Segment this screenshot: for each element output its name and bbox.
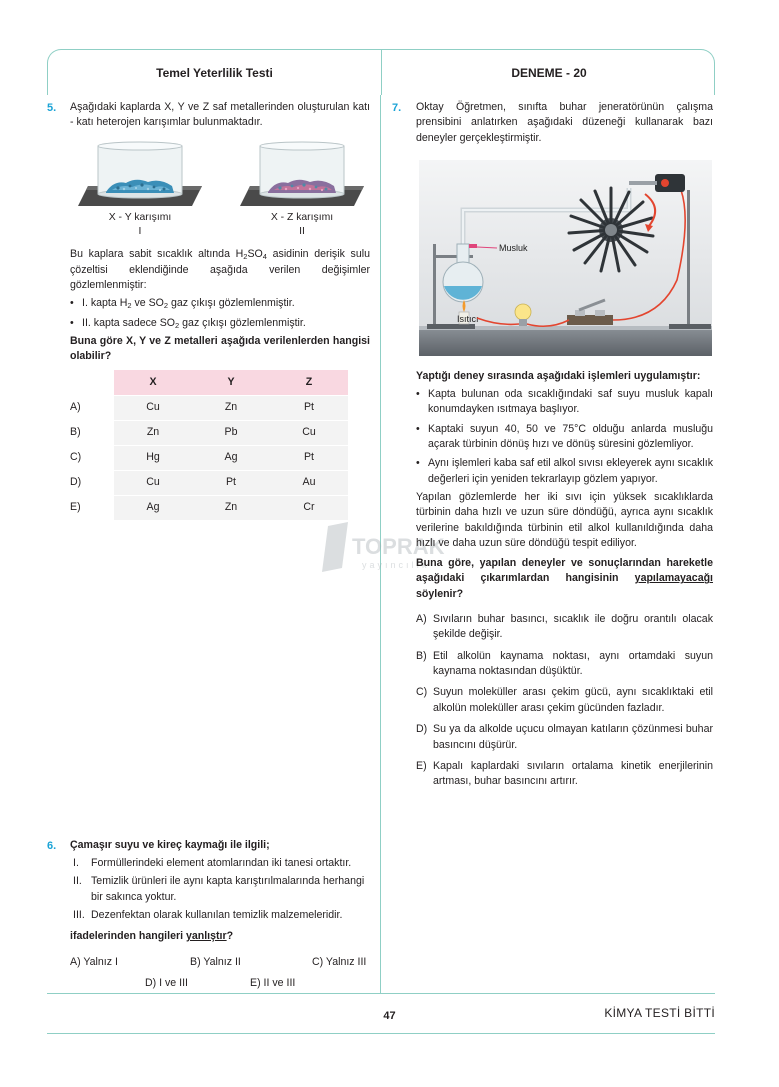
- question-5-answer-table: [70, 370, 348, 521]
- cell-x: Ag: [114, 495, 192, 520]
- option-text: Etil alkolün kaynama noktası, aynı ortamdaki suyun kaynama noktasından düşüktür.: [433, 649, 713, 678]
- cell-y: Pt: [192, 470, 270, 495]
- section-end-text: KİMYA TESTİ BİTTİ: [604, 1006, 715, 1020]
- prompt-end: söylenir?: [416, 587, 464, 600]
- content-bottom-rule: [47, 993, 715, 994]
- option-c[interactable]: [416, 685, 713, 716]
- question-5-prompt: Buna göre X, Y ve Z metalleri aşağıda verilenlerden hangisi olabilir?: [70, 335, 370, 363]
- question-7-options: [416, 612, 713, 796]
- cell-z: Pt: [270, 395, 348, 420]
- obs1-sub1: 2: [127, 301, 132, 310]
- condition-sub-1: 2: [243, 252, 248, 261]
- statement-text: Dezenfektan olarak kullanılan temizlik malzemeleridir.: [91, 909, 343, 922]
- condition-sub-2: 4: [262, 252, 267, 261]
- beaker-xy-label: [70, 211, 210, 239]
- option-label[interactable]: A): [70, 395, 114, 420]
- question-5-condition: [70, 247, 370, 294]
- option-text: Kapalı kaplardaki sıvıların ortalama kinetik enerjilerinin artması, buhar basıncını artırır.: [433, 759, 713, 788]
- obs1-c: gaz çıkışı gözlemlenmiştir.: [168, 297, 295, 309]
- prompt-text: Buna göre, yapılan deneyler ve sonuçlarından hareketle aşağıdaki çıkarımlardan hangisinin: [416, 557, 713, 585]
- question-7-prompt: [416, 556, 713, 602]
- beaker-xy-name: X - Y karışımı: [108, 212, 172, 223]
- question-7-process-title: Yaptığı deney sırasında aşağıdaki işlemleri uygulamıştır:: [416, 370, 701, 382]
- table-header-y: Y: [192, 370, 270, 395]
- obs1-sub2: 2: [163, 301, 169, 310]
- table-row[interactable]: [70, 445, 348, 470]
- question-6-stem: Çamaşır suyu ve kireç kaymağı ile ilgili;: [70, 839, 270, 851]
- question-7-intro: Oktay Öğretmen, sınıfta buhar jeneratörünün çalışma prensibini anlatırken aşağıdaki düzeneği kullanarak bazı deneyler gerçekleştirmiştir.: [416, 101, 713, 144]
- watermark-sub: yayıncılık: [362, 560, 430, 570]
- cell-z: Au: [270, 470, 348, 495]
- prompt-text: ifadelerinden hangileri: [70, 930, 186, 942]
- option-label[interactable]: C): [70, 445, 114, 470]
- cell-z: Cu: [270, 420, 348, 445]
- cell-z: Cr: [270, 495, 348, 520]
- beaker-xy-illustration: [70, 140, 210, 213]
- option-letter: C): [416, 686, 428, 699]
- label-musluk: Musluk: [499, 243, 528, 253]
- obs1-a: I. kapta H: [82, 297, 128, 309]
- cell-x: Cu: [114, 470, 192, 495]
- statement-numeral: II.: [73, 875, 82, 888]
- option-e[interactable]: [416, 759, 713, 790]
- option-letter: A): [416, 613, 427, 625]
- statement-text: Formüllerindeki element atomlarından iki tanesi ortaktır.: [91, 857, 352, 869]
- option-b[interactable]: B) Yalnız II: [190, 956, 241, 968]
- option-letter: B): [416, 649, 427, 662]
- option-a[interactable]: [416, 612, 713, 643]
- cell-y: Ag: [192, 445, 270, 470]
- process-step: • Kapta bulunan oda sıcaklığındaki saf suyu musluk kapalı konumdayken ısıtmaya başlıyor.: [416, 387, 713, 418]
- question-6-statements: [73, 856, 371, 926]
- cell-y: Pb: [192, 420, 270, 445]
- statement-text: Temizlik ürünleri ile aynı kapta karıştırılmalarında herhangi bir sakınca yoktur.: [91, 875, 365, 903]
- obs2-sub: 2: [175, 320, 180, 330]
- question-7-observation: Yapılan gözlemlerde her iki sıvı için yüksek sıcaklıklarda türbinin daha hızlı ve uzun süre döndüğü, ayrıca aynı sıcaklık verilerine bakıldığında türbinin etil alkol kullanıldığında daha hızlı ve daha uzun süre döndüğü tespit ediliyor.: [416, 491, 713, 550]
- option-label[interactable]: B): [70, 420, 114, 445]
- test-title: Temel Yeterlilik Testi: [156, 66, 273, 80]
- statement-numeral: III.: [73, 909, 85, 922]
- cell-y: Zn: [192, 395, 270, 420]
- watermark-brand: TOPRAK: [352, 534, 445, 559]
- question-6-number: 6.: [47, 840, 57, 852]
- beaker-xz-illustration: [232, 140, 372, 213]
- question-5-observations: [70, 296, 370, 336]
- cell-x: Zn: [114, 420, 192, 445]
- option-text: Sıvıların buhar basıncı, sıcaklık ile doğru orantılı olacak şekilde değişir.: [433, 613, 713, 641]
- cell-x: Hg: [114, 445, 192, 470]
- footer-rule: [47, 1033, 715, 1034]
- question-5-intro: Aşağıdaki kaplarda X, Y ve Z saf metallerinden oluşturulan katı - katı heterojen karışımlar bulunmaktadır.: [70, 101, 370, 129]
- process-step: • Aynı işlemleri kaba saf etil alkol sıvısı ekleyerek aynı sıcaklık değerleri için yeniden tekrarlayıp gözlem yapıyor.: [416, 456, 713, 487]
- condition-text-3: asidinin derişik sulu çözeltisi eklendiğinde aşağıda verilen değişimler gözlemlenmiştir:: [70, 248, 370, 292]
- label-isitici: Isıtıcı: [457, 314, 479, 324]
- obs2-a: II. kapta sadece SO: [82, 316, 176, 329]
- table-header-blank: [70, 370, 114, 395]
- question-7-process-steps: [416, 387, 713, 491]
- option-d[interactable]: [416, 722, 713, 753]
- statement-1: [73, 856, 371, 871]
- page-number: 47: [383, 1010, 396, 1022]
- page-header: [47, 49, 715, 95]
- option-label[interactable]: D): [70, 470, 114, 495]
- cell-y: Zn: [192, 495, 270, 520]
- obs1-b: ve SO: [131, 297, 164, 309]
- table-row[interactable]: [70, 395, 348, 420]
- option-a[interactable]: A) Yalnız I: [70, 956, 118, 968]
- cell-z: Pt: [270, 445, 348, 470]
- exam-title: DENEME - 20: [511, 66, 587, 80]
- table-header-x: X: [114, 370, 192, 395]
- beaker-xz-label: [232, 211, 372, 239]
- option-label[interactable]: E): [70, 495, 114, 520]
- statement-3: [73, 908, 371, 923]
- process-step: • Kaptaki suyun 40, 50 ve 75°C olduğu anlarda musluğu açarak türbinin dönüş hızı ve dönüş süresini gözlemliyor.: [416, 422, 713, 453]
- prompt-underlined: yanlıştır: [185, 930, 227, 942]
- statement-numeral: I.: [73, 857, 79, 869]
- option-c[interactable]: C) Yalnız III: [312, 956, 367, 968]
- beaker-xz-name: X - Z karışımı: [270, 212, 334, 223]
- question-6-prompt: [70, 929, 370, 944]
- question-5-number: 5.: [47, 102, 57, 114]
- observation-2: [70, 316, 370, 332]
- condition-text-1: Bu kaplara sabit sıcaklık altında H: [70, 248, 244, 260]
- table-row[interactable]: [70, 420, 348, 445]
- table-header-row: [70, 370, 348, 395]
- table-header-z: Z: [270, 370, 348, 395]
- option-letter: E): [416, 759, 427, 772]
- table-row[interactable]: [70, 470, 348, 495]
- question-7-number: 7.: [392, 102, 402, 114]
- option-d[interactable]: D) I ve III: [145, 977, 188, 989]
- table-row[interactable]: [70, 495, 348, 520]
- prompt-end: ?: [226, 930, 234, 942]
- option-e[interactable]: E) II ve III: [250, 977, 296, 989]
- condition-text-2: SO: [247, 248, 263, 260]
- beaker-xy-roman: I: [138, 226, 142, 238]
- option-text: Su ya da alkolde uçucu olmayan katıların çözünmesi buhar basıncını düşürür.: [433, 723, 713, 751]
- obs2-b: gaz çıkışı gözlemlenmiştir.: [179, 316, 306, 329]
- statement-2: [73, 874, 371, 905]
- steam-turbine-apparatus: [419, 160, 712, 356]
- option-letter: D): [416, 723, 428, 736]
- option-text: Suyun moleküller arası çekim gücü, aynı sıcaklıktaki etil alkolün moleküller arası çekim gücünden fazladır.: [433, 686, 713, 714]
- prompt-underlined: yapılamayacağı: [634, 572, 713, 585]
- cell-x: Cu: [114, 395, 192, 420]
- observation-1: [70, 296, 370, 312]
- beaker-xz-roman: II: [299, 226, 305, 238]
- option-b[interactable]: [416, 649, 713, 680]
